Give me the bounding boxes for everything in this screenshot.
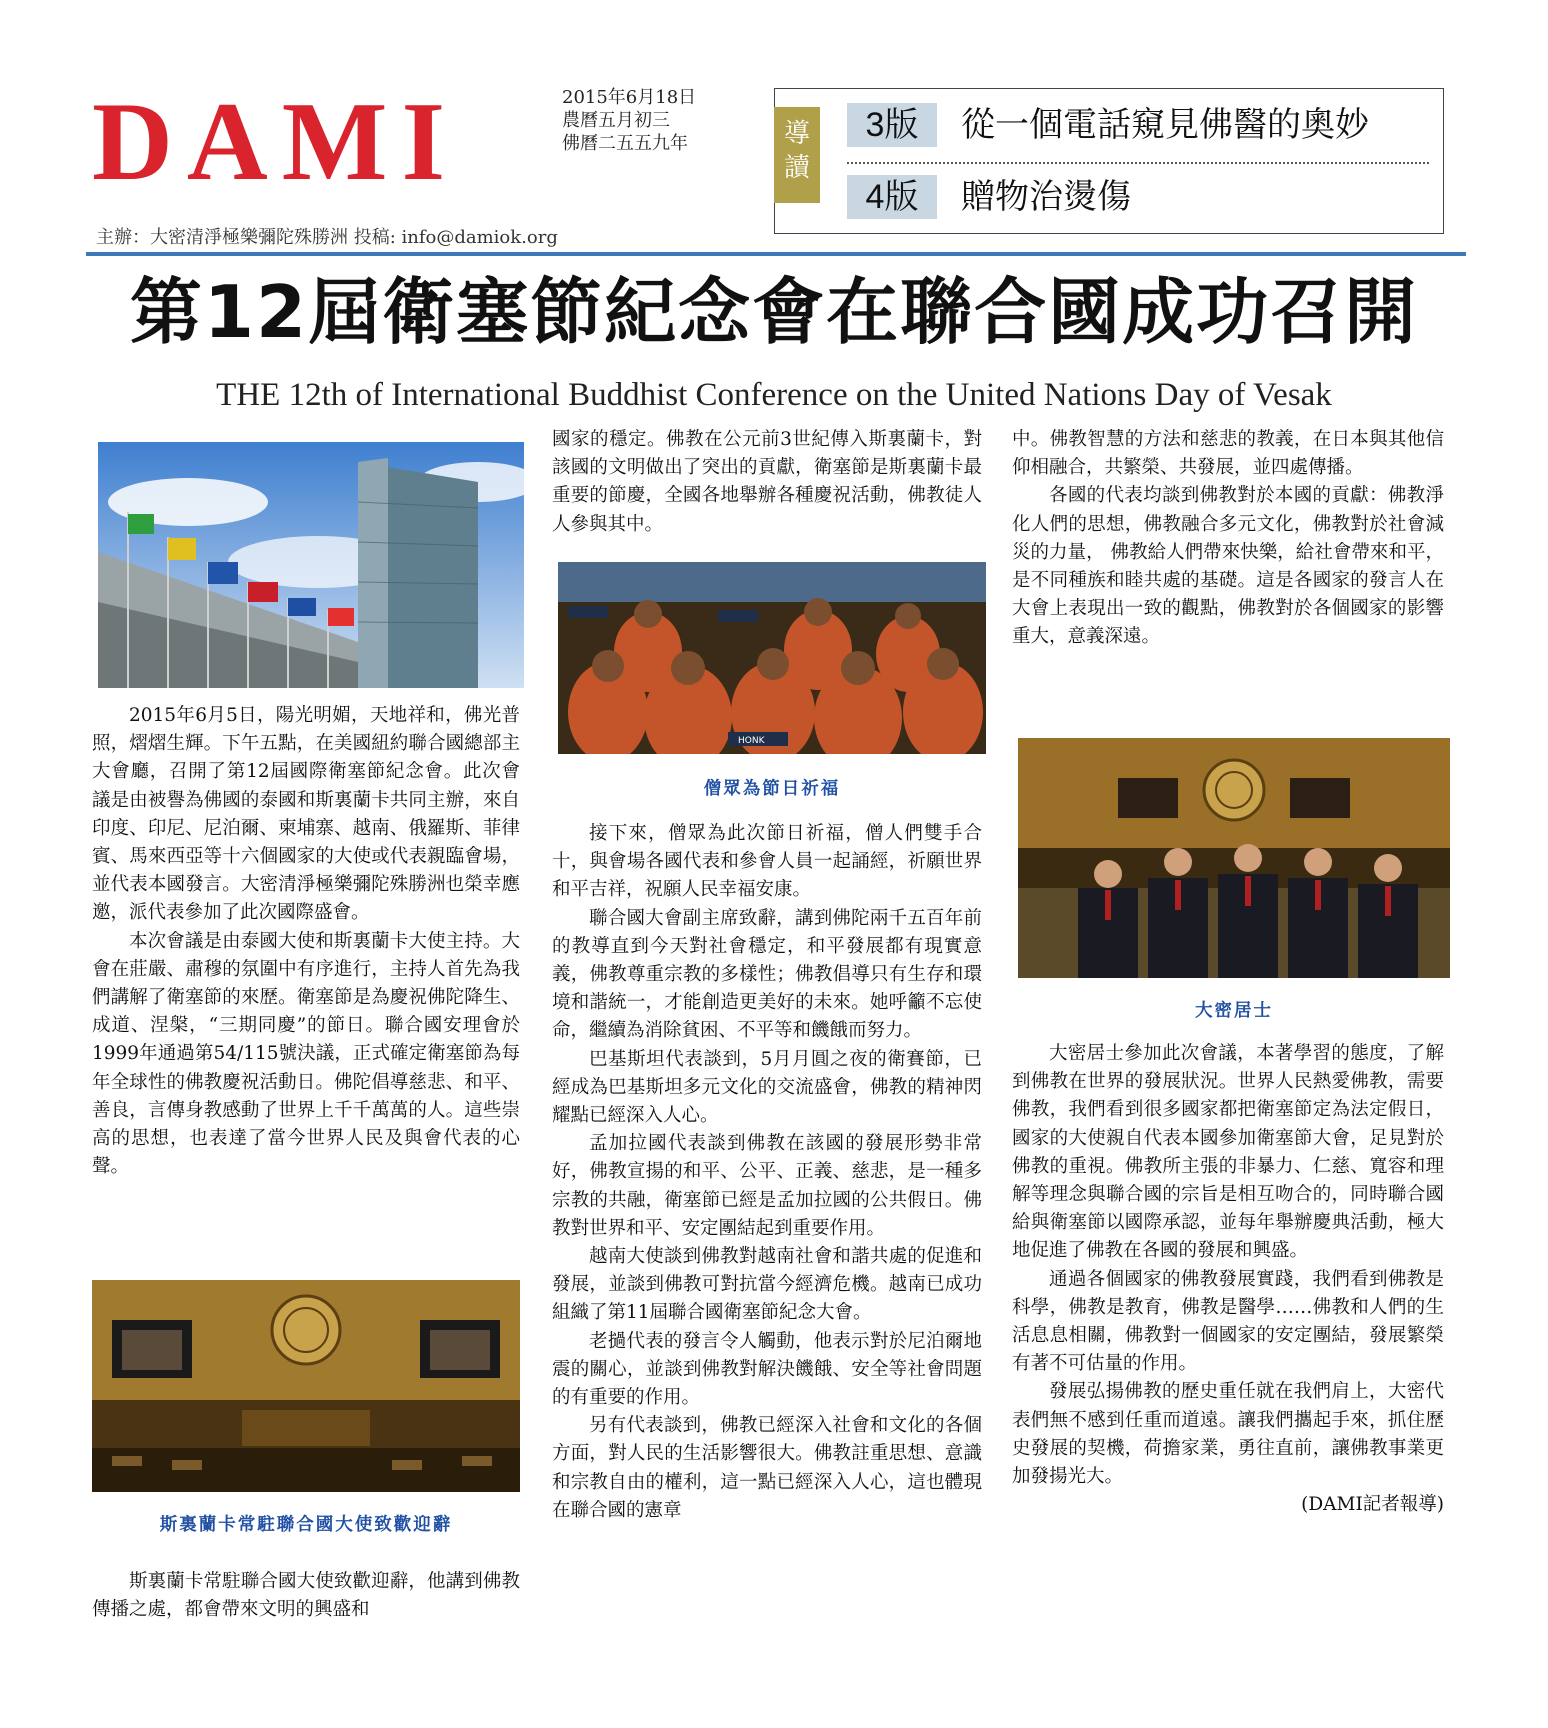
column-2-text [552, 820, 982, 1525]
column-1-text [92, 702, 520, 1181]
paragraph: 巴基斯坦代表談到，5月月圓之夜的衛賽節，已經成為巴基斯坦多元文化的交流盛會，佛教的精神閃耀點已經深入人心。 [552, 1048, 982, 1127]
organizer-line: 主辦：大密清淨極樂彌陀殊勝洲 投稿: info@damiok.org [96, 227, 558, 248]
guide-page-4[interactable]: 4版 [847, 175, 937, 219]
headline: 第12屆衛塞節紀念會在聯合國成功召開 [129, 270, 1419, 354]
logo: DAMI [92, 80, 460, 204]
monks-caption: 僧眾為節日祈福 [703, 779, 841, 799]
paragraph: 發展弘揚佛教的歷史重任就在我們肩上，大密代表們無不感到任重而道遠。讓我們攜起手來，抓住歷史發展的契機，荷擔家業，勇往直前，讓佛教事業更加發揚光大。 [1012, 1381, 1444, 1488]
subtitle: THE 12th of International Buddhist Conference on the United Nations Day of Vesak [216, 377, 1332, 413]
paragraph: 聯合國大會副主席致辭，講到佛陀兩千五百年前的教導直到今天對社會穩定，和平發展都有現實意義，佛教尊重宗教的多樣性；佛教倡導只有生存和環境和諧統一，才能創造更美好的未來。她呼籲不忘使命，繼續為消除貧困、不平等和饑餓而努力。 [552, 907, 982, 1042]
paragraph: 中。佛教智慧的方法和慈悲的教義，在日本與其他信仰相融合，共繁榮、共發展，並四處傳播。 [1012, 429, 1444, 479]
date-buddhist: 佛曆二五五九年 [562, 133, 688, 154]
members-caption: 大密居士 [1195, 1001, 1273, 1021]
paragraph: 各國的代表均談到佛教對於本國的貢獻：佛教淨化人們的思想，佛教融合多元文化，佛教對於社會減災的力量， 佛教給人們帶來快樂，給社會帶來和平，是不同種族和睦共處的基礎。這是各國家的發言人在大會上表現出一致的觀點，佛教對於各個國家的影響重大，意義深遠。 [1012, 485, 1444, 648]
paragraph: 另有代表談到，佛教已經深入社會和文化的各個方面，對人民的生活影響很大。佛教註重思想、意識和宗教自由的權利，這一點已經深入人心，這也體現在聯合國的憲章 [552, 1415, 982, 1521]
assembly-hall-photo [92, 1280, 520, 1492]
paragraph: 國家的穩定。佛教在公元前3世紀傳入斯裏蘭卡，對該國的文明做出了突出的貢獻，衛塞節是斯裏蘭卡最重要的節慶，全國各地舉辦各種慶祝活動，佛教徒人人參與其中。 [552, 429, 982, 535]
un-headquarters-photo [98, 442, 524, 688]
date-lunar: 農曆五月初三 [562, 110, 670, 131]
date-gregorian: 2015年6月18日 [562, 87, 697, 108]
guide-divider [847, 162, 1429, 164]
monks-photo [558, 562, 986, 754]
paragraph: 2015年6月5日，陽光明媚，天地祥和，佛光普照，熠熠生輝。下午五點，在美國紐約聯合國總部主大會廳，召開了第12屆國際衛塞節紀念會。此次會議是由被譽為佛國的泰國和斯裏蘭卡共同主辦，來自印度、印尼、尼泊爾、柬埔寨、越南、俄羅斯、菲律賓、馬來西亞等十六個國家的大使或代表親臨會場，並代表本國發言。大密清淨極樂彌陀殊勝洲也榮幸應邀，派代表參加了此次國際盛會。 [92, 705, 520, 924]
header-rule [86, 252, 1466, 256]
guide-tag: 導讀 [774, 107, 820, 203]
paragraph: 斯裏蘭卡常駐聯合國大使致歡迎辭，他講到佛教傳播之處，都會帶來文明的興盛和 [92, 1571, 520, 1621]
column-3-text [1012, 1040, 1444, 1519]
author-credit: (DAMI記者報導) [1301, 1494, 1444, 1516]
column-1-bottom-text [92, 1568, 520, 1624]
guide-title-3[interactable]: 從一個電話窺見佛醫的奧妙 [961, 105, 1369, 145]
guide-page-3[interactable]: 3版 [847, 103, 937, 147]
dateline [562, 86, 696, 155]
monks-sign: HONK [738, 736, 765, 746]
guide-box [774, 88, 1444, 234]
paragraph: 通過各個國家的佛教發展實踐，我們看到佛教是科學，佛教是教育，佛教是醫學……佛教和人們的生活息息相關，佛教對一個國家的安定團結，發展繁榮有著不可估量的作用。 [1012, 1268, 1444, 1375]
paragraph: 老撾代表的發言令人觸動，他表示對於尼泊爾地震的關心，並談到佛教對解決饑餓、安全等社會問題的有重要的作用。 [552, 1330, 982, 1409]
column-2-top-text [552, 426, 982, 539]
paragraph: 越南大使談到佛教對越南社會和諧共處的促進和發展，並談到佛教可對抗當今經濟危機。越南已成功組織了第11屆聯合國衛塞節紀念大會。 [552, 1246, 982, 1324]
members-photo [1018, 738, 1450, 978]
guide-title-4[interactable]: 贈物治燙傷 [961, 177, 1131, 217]
paragraph: 孟加拉國代表談到佛教在該國的發展形勢非常好，佛教宣揚的和平、公平、正義、慈悲，是一種多宗教的共融，衛塞節已經是孟加拉國的公共假日。佛教對世界和平、安定團結起到重要作用。 [552, 1133, 982, 1239]
paragraph: 接下來，僧眾為此次節日祈福，僧人們雙手合十，與會場各國代表和參會人員一起誦經，祈願世界和平吉祥，祝願人民幸福安康。 [552, 823, 982, 901]
paragraph: 大密居士參加此次會議，本著學習的態度，了解到佛教在世界的發展狀況。世界人民熱愛佛教，需要佛教，我們看到很多國家都把衛塞節定為法定假日，國家的大使親自代表本國參加衛塞節大會，足見對於佛教的重視。佛教所主張的非暴力、仁慈、寬容和理解等理念與聯合國的宗旨是相互吻合的，同時聯合國給與衛塞節以國際承認，並每年舉辦慶典活動，極大地促進了佛教在各國的發展和興盛。 [1012, 1043, 1444, 1262]
column-3-top-text [1012, 426, 1444, 652]
ambassador-caption: 斯裏蘭卡常駐聯合國大使致歡迎辭 [159, 1515, 453, 1535]
paragraph: 本次會議是由泰國大使和斯裏蘭卡大使主持。大會在莊嚴、肅穆的氛圍中有序進行，主持人首先為我們講解了衛塞節的來歷。衛塞節是為慶祝佛陀降生、成道、涅槃，“三期同慶”的節日。聯合國安理會於1999年通過第54/115號決議，正式確定衛塞節為每年全球性的佛教慶祝活動日。佛陀倡導慈悲、和平、善良，言傳身教感動了世界上千千萬萬的人。這些崇高的思想，也表達了當今世界人民及與會代表的心聲。 [92, 930, 520, 1178]
